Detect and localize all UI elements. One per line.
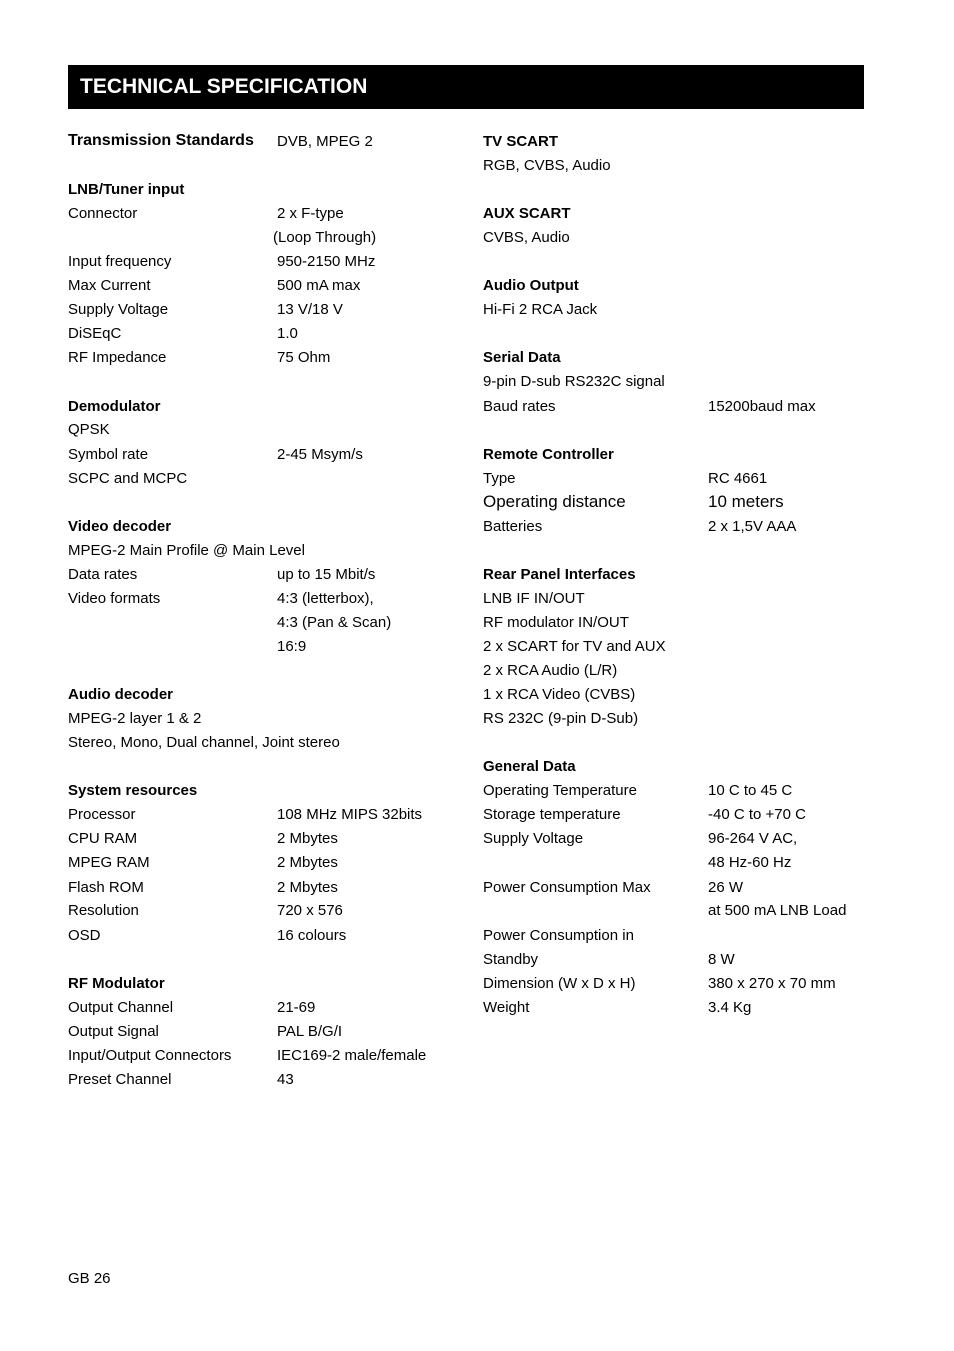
video-heading: Video decoder	[68, 518, 172, 535]
remote-heading: Remote Controller	[483, 446, 614, 463]
general-powermax-label: Power Consumption Max	[483, 879, 651, 896]
demod-heading: Demodulator	[68, 398, 161, 415]
title-bar	[68, 65, 864, 109]
sysres-mpegram-value: 2 Mbytes	[277, 854, 338, 871]
rfmod-preset-label: Preset Channel	[68, 1071, 172, 1088]
general-sttemp-value: -40 C to +70 C	[708, 806, 806, 823]
remote-distance-value: 10 meters	[708, 492, 784, 511]
sysres-flash-label: Flash ROM	[68, 879, 144, 896]
lnb-current-value: 500 mA max	[277, 277, 361, 294]
rfmod-channel-value: 21-69	[277, 999, 316, 1016]
general-standby-label: Power Consumption in	[483, 927, 634, 944]
demod-symbol-label: Symbol rate	[68, 446, 149, 463]
lnb-impedance-value: 75 Ohm	[277, 349, 331, 366]
sysres-processor-value: 108 MHz MIPS 32bits	[277, 806, 423, 823]
general-voltage-value: 96-264 V AC,	[708, 830, 798, 847]
audio-modes: Stereo, Mono, Dual channel, Joint stereo	[68, 734, 340, 751]
demod-type: QPSK	[68, 421, 110, 438]
sysres-heading: System resources	[68, 782, 198, 799]
rear-item-6: RS 232C (9-pin D-Sub)	[483, 710, 639, 727]
remote-distance-label: Operating distance	[483, 492, 626, 511]
demod-scpc: SCPC and MCPC	[68, 470, 188, 487]
sysres-resolution-value: 720 x 576	[277, 902, 343, 919]
rfmod-channel-label: Output Channel	[68, 999, 174, 1016]
rfmod-heading: RF Modulator	[68, 975, 165, 992]
video-format-2: 4:3 (Pan & Scan)	[277, 614, 392, 631]
rear-item-4: 2 x RCA Audio (L/R)	[483, 662, 618, 679]
tvscart-value: RGB, CVBS, Audio	[483, 157, 611, 174]
remote-type-value: RC 4661	[708, 470, 768, 487]
transmission-label: Transmission Standards	[68, 132, 254, 149]
general-voltage-value2: 48 Hz-60 Hz	[708, 854, 792, 871]
serial-baud-label: Baud rates	[483, 398, 556, 415]
remote-batteries-value: 2 x 1,5V AAA	[708, 518, 797, 535]
video-format-3: 16:9	[277, 638, 307, 655]
lnb-connector-label: Connector	[68, 205, 138, 222]
general-standby-label2: Standby	[483, 951, 539, 968]
general-heading: General Data	[483, 758, 576, 775]
video-formats-label: Video formats	[68, 590, 161, 607]
serial-signal: 9-pin D-sub RS232C signal	[483, 373, 665, 390]
rfmod-connectors-label: Input/Output Connectors	[68, 1047, 232, 1064]
general-weight-value: 3.4 Kg	[708, 999, 752, 1016]
sysres-processor-label: Processor	[68, 806, 136, 823]
general-dimension-value: 380 x 270 x 70 mm	[708, 975, 836, 992]
auxscart-heading: AUX SCART	[483, 205, 571, 222]
lnb-freq-value: 950-2150 MHz	[277, 253, 376, 270]
general-powermax-value2: at 500 mA LNB Load	[708, 902, 847, 919]
video-format-1: 4:3 (letterbox),	[277, 590, 374, 607]
rear-item-5: 1 x RCA Video (CVBS)	[483, 686, 636, 703]
auxscart-value: CVBS, Audio	[483, 229, 570, 246]
general-optemp-label: Operating Temperature	[483, 782, 637, 799]
lnb-voltage-label: Supply Voltage	[68, 301, 169, 318]
general-dimension-label: Dimension (W x D x H)	[483, 975, 636, 992]
lnb-connector-value: 2 x F-type	[277, 205, 344, 222]
rear-item-3: 2 x SCART for TV and AUX	[483, 638, 666, 655]
rear-item-1: LNB IF IN/OUT	[483, 590, 585, 607]
video-rates-value: up to 15 Mbit/s	[277, 566, 376, 583]
general-optemp-value: 10 C to 45 C	[708, 782, 793, 799]
rfmod-preset-value: 43	[277, 1071, 294, 1088]
audio-layer: MPEG-2 layer 1 & 2	[68, 710, 202, 727]
lnb-heading: LNB/Tuner input	[68, 181, 185, 198]
lnb-impedance-label: RF Impedance	[68, 349, 167, 366]
sysres-osd-value: 16 colours	[277, 927, 347, 944]
lnb-connector-value2: (Loop Through)	[273, 229, 377, 246]
audio-heading: Audio decoder	[68, 686, 174, 703]
remote-batteries-label: Batteries	[483, 518, 543, 535]
audioout-heading: Audio Output	[483, 277, 579, 294]
tvscart-heading: TV SCART	[483, 133, 558, 150]
sysres-osd-label: OSD	[68, 927, 101, 944]
sysres-mpegram-label: MPEG RAM	[68, 854, 150, 871]
lnb-diseqc-value: 1.0	[277, 325, 298, 342]
general-sttemp-label: Storage temperature	[483, 806, 621, 823]
rear-item-2: RF modulator IN/OUT	[483, 614, 629, 631]
lnb-current-label: Max Current	[68, 277, 151, 294]
sysres-flash-value: 2 Mbytes	[277, 879, 338, 896]
serial-baud-value: 15200baud max	[708, 398, 816, 415]
sysres-cpuram-label: CPU RAM	[68, 830, 138, 847]
general-powermax-value: 26 W	[708, 879, 744, 896]
rfmod-signal-value: PAL B/G/I	[277, 1023, 343, 1040]
lnb-voltage-value: 13 V/18 V	[277, 301, 343, 318]
general-weight-label: Weight	[483, 999, 530, 1016]
general-voltage-label: Supply Voltage	[483, 830, 584, 847]
demod-symbol-value: 2-45 Msym/s	[277, 446, 363, 463]
transmission-value: DVB, MPEG 2	[277, 133, 373, 150]
serial-heading: Serial Data	[483, 349, 561, 366]
sysres-cpuram-value: 2 Mbytes	[277, 830, 338, 847]
remote-type-label: Type	[483, 470, 516, 487]
lnb-diseqc-label: DiSEqC	[68, 325, 122, 342]
rfmod-connectors-value: IEC169-2 male/female	[277, 1047, 427, 1064]
video-rates-label: Data rates	[68, 566, 138, 583]
rear-heading: Rear Panel Interfaces	[483, 566, 636, 583]
rfmod-signal-label: Output Signal	[68, 1023, 159, 1040]
sysres-resolution-label: Resolution	[68, 902, 139, 919]
page-number: GB 26	[68, 1270, 111, 1287]
general-standby-value: 8 W	[708, 951, 735, 968]
audioout-value: Hi-Fi 2 RCA Jack	[483, 301, 598, 318]
lnb-freq-label: Input frequency	[68, 253, 172, 270]
page-title: TECHNICAL SPECIFICATION	[80, 75, 368, 98]
video-profile: MPEG-2 Main Profile @ Main Level	[68, 542, 305, 559]
